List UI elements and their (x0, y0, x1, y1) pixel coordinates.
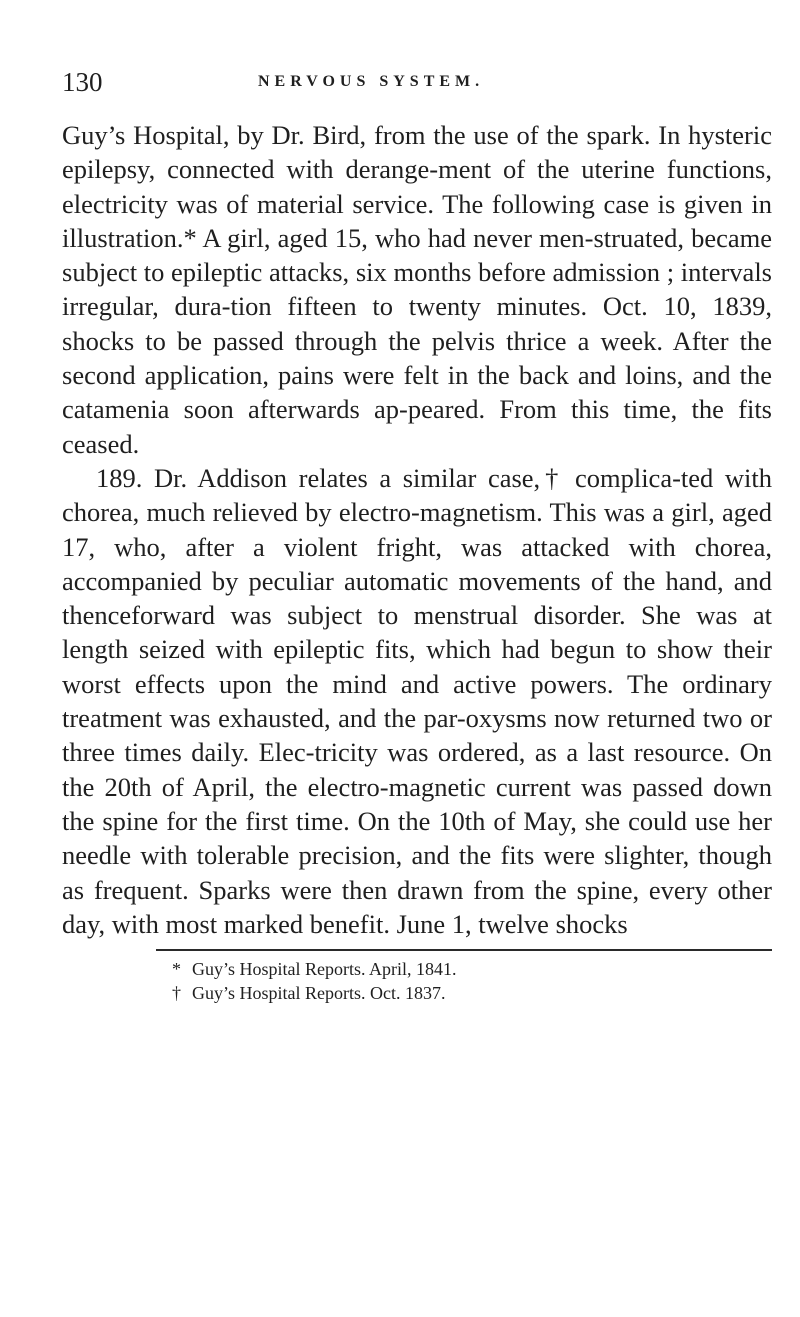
page-number: 130 (62, 67, 103, 97)
footnote-text: Guy’s Hospital Reports. Oct. 1837. (192, 983, 446, 1004)
footnote (172, 957, 772, 981)
paragraph: Guy’s Hospital, by Dr. Bird, from the use of the spark. In hysteric epilepsy, connected with derange-ment of the uterine functions, electricity was of material service. The following case is given in illustration.* A girl, aged 15, who had never men-struated, became subject to epileptic attacks, six months before admission ; intervals irregular, dura-tion fifteen to twenty minutes. Oct. 10, 1839, shocks to be passed through the pelvis thrice a week. After the second application, pains were felt in the back and loins, and the catamenia soon afterwards ap-peared. From this time, the fits ceased. (62, 120, 772, 459)
footnote-mark: * (172, 959, 181, 980)
book-page (62, 66, 772, 1005)
footnote-rule (156, 949, 772, 951)
footnote (172, 981, 772, 1005)
footnote-text: Guy’s Hospital Reports. April, 1841. (192, 959, 457, 980)
footnotes (172, 957, 772, 1005)
body-text (62, 118, 772, 941)
footnote-mark: † (172, 983, 181, 1004)
paragraph: 189. Dr. Addison relates a similar case,† complica-ted with chorea, much relieved by electro-magnetism. This was a girl, aged 17, who, after a violent fright, was attacked with chorea, accompanied by peculiar automatic movements of the hand, and thenceforward was subject to menstrual disorder. She was at length seized with epileptic fits, which had begun to show their worst effects upon the mind and active powers. The ordinary treatment was exhausted, and the par-oxysms now returned two or three times daily. Elec-tricity was ordered, as a last resource. On the 20th of April, the electro-magnetic current was passed down the spine for the first time. On the 10th of May, she could use her needle with tolerable precision, and the fits were slighter, though as frequent. Sparks were then drawn from the spine, every other day, with most marked benefit. June 1, twelve shocks (62, 462, 772, 939)
running-title: NERVOUS SYSTEM. (258, 73, 485, 90)
page-header (62, 66, 772, 106)
